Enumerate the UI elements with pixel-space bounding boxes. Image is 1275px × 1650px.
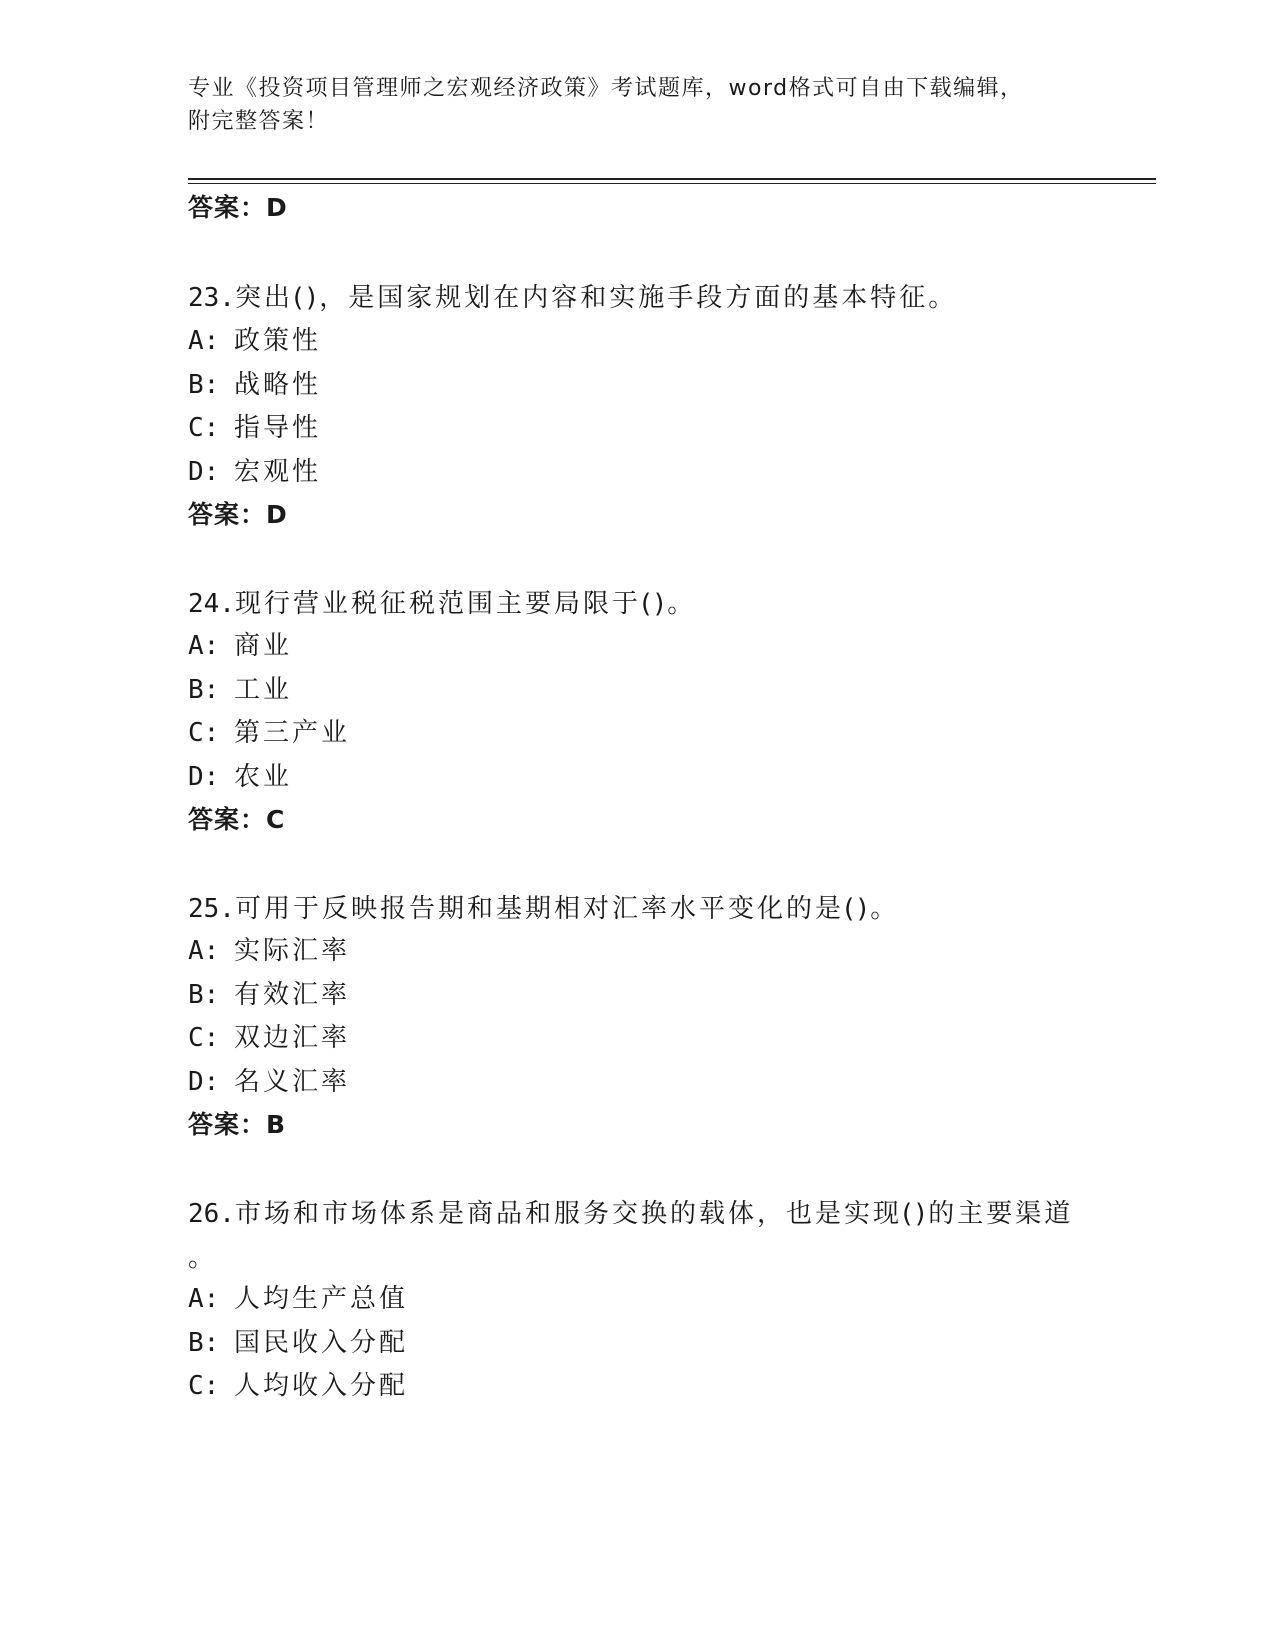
header-divider-thick [188, 178, 1156, 180]
option-text: 实际汇率 [234, 936, 351, 966]
question-stem [188, 276, 1088, 320]
answer-line [188, 192, 288, 224]
option-text: 双边汇率 [234, 1023, 351, 1053]
question-stem [188, 887, 1088, 931]
option-text: 人均收入分配 [234, 1371, 409, 1401]
question-text: 现行营业税征税范围主要局限于()。 [234, 589, 697, 619]
option-b [188, 674, 292, 706]
option-c [188, 1022, 350, 1054]
question-stem [188, 582, 1088, 626]
option-key: C: [188, 1023, 220, 1053]
question-number: 26. [188, 1199, 235, 1229]
option-c [188, 717, 350, 749]
header-line-2: 附完整答案！ [188, 109, 330, 134]
option-key: A: [188, 936, 220, 966]
option-text: 国民收入分配 [234, 1328, 409, 1358]
answer-label: 答案： [188, 1110, 267, 1139]
question-stem [188, 1192, 1088, 1280]
answer-label: 答案： [188, 193, 267, 222]
option-a [188, 325, 321, 357]
option-key: C: [188, 1371, 220, 1401]
option-c [188, 412, 321, 444]
header-divider-thin [188, 183, 1156, 184]
option-text: 第三产业 [234, 718, 351, 748]
answer-value: D [266, 193, 288, 222]
option-key: A: [188, 1284, 220, 1314]
option-text: 人均生产总值 [234, 1284, 409, 1314]
option-d [188, 761, 292, 793]
option-text: 农业 [234, 762, 293, 792]
option-key: B: [188, 980, 220, 1010]
answer-value: D [266, 500, 288, 529]
answer-label: 答案： [188, 500, 267, 529]
question-number: 25. [188, 894, 235, 924]
answer-line [188, 1109, 286, 1141]
answer-line [188, 804, 285, 836]
option-key: D: [188, 457, 220, 487]
option-d [188, 1066, 350, 1098]
option-key: B: [188, 675, 220, 705]
answer-value: B [266, 1110, 287, 1139]
option-text: 宏观性 [234, 457, 322, 487]
answer-line [188, 499, 288, 531]
option-b [188, 1327, 408, 1359]
answer-label: 答案： [188, 805, 267, 834]
option-key: A: [188, 326, 220, 356]
option-key: C: [188, 413, 220, 443]
option-key: C: [188, 718, 220, 748]
option-a [188, 630, 292, 662]
option-text: 名义汇率 [234, 1067, 351, 1097]
option-key: B: [188, 370, 220, 400]
option-a [188, 1283, 408, 1315]
option-key: B: [188, 1328, 220, 1358]
option-key: D: [188, 762, 220, 792]
answer-value: C [266, 805, 286, 834]
option-d [188, 456, 321, 488]
question-number: 24. [188, 589, 235, 619]
question-text-continuation: 。 [188, 1243, 218, 1273]
option-text: 战略性 [234, 370, 322, 400]
header-line-1: 专业《投资项目管理师之宏观经济政策》考试题库，word格式可自由下载编辑， [188, 76, 1024, 101]
question-text: 市场和市场体系是商品和服务交换的载体，也是实现()的主要渠道 [234, 1199, 1074, 1229]
option-text: 有效汇率 [234, 980, 351, 1010]
option-c [188, 1370, 408, 1402]
option-text: 工业 [234, 675, 293, 705]
option-b [188, 979, 350, 1011]
question-text: 突出()，是国家规划在内容和实施手段方面的基本特征。 [234, 283, 958, 313]
option-text: 政策性 [234, 326, 322, 356]
option-key: A: [188, 631, 220, 661]
option-key: D: [188, 1067, 220, 1097]
option-text: 指导性 [234, 413, 322, 443]
question-number: 23. [188, 283, 235, 313]
option-b [188, 369, 321, 401]
document-header [188, 72, 1088, 138]
question-text: 可用于反映报告期和基期相对汇率水平变化的是()。 [234, 894, 900, 924]
option-a [188, 935, 350, 967]
option-text: 商业 [234, 631, 293, 661]
